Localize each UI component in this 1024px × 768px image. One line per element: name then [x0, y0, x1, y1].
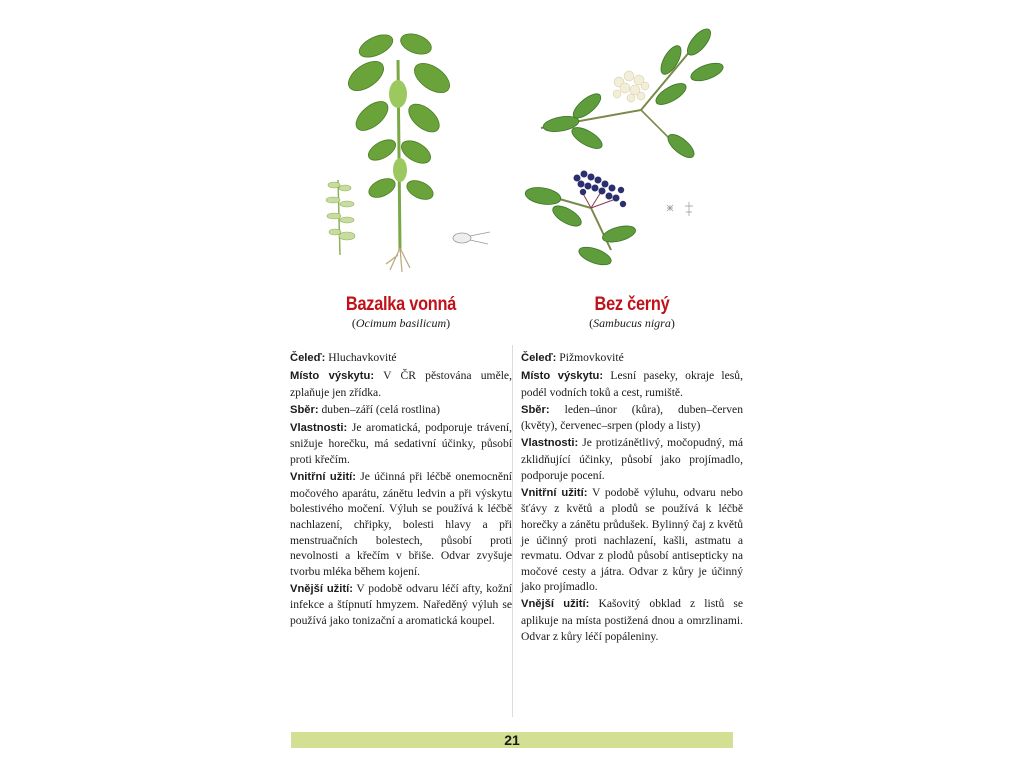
- plant-title: Bez černý: [594, 294, 670, 315]
- text-internal-use: Je účinná při léčbě onemocnění močového aparátu, zánětu ledvin a při výskytu bolestivého močení. Výluh se používá k léčbě nachlazení, chřipky, bolesti hlavy a při menstruačních bolestech, působí proti nevolnosti a křečím v břiše. Odvar zvyšuje tvorbu mléka během kojení.: [290, 470, 512, 578]
- plant-title: Bazalka vonná: [345, 294, 457, 315]
- label-harvest: Sběr:: [290, 403, 319, 416]
- label-external-use: Vnější užití:: [290, 582, 353, 595]
- paragraph-harvest: [521, 402, 743, 434]
- label-properties: Vlastnosti:: [521, 437, 579, 450]
- paragraph-internal-use: [290, 469, 512, 579]
- text-external-use: Kašovitý obklad z listů se aplikuje na místa postižená dnou a omrzlinami. Odvar z kůry léčí popáleniny.: [521, 597, 743, 643]
- label-family: Čeleď:: [521, 352, 557, 364]
- text-family: Pižmovkovité: [556, 351, 624, 364]
- paragraph-external-use: [290, 581, 512, 629]
- latin-name-text: Sambucus nigra: [593, 316, 671, 330]
- label-internal-use: Vnitřní užití:: [521, 486, 588, 499]
- basil-illustration-svg: [290, 20, 512, 280]
- paragraph-habitat: [521, 368, 743, 400]
- plant-latin-name: (Sambucus nigra): [589, 316, 675, 330]
- plant-description: [521, 350, 743, 644]
- paragraph-properties: [290, 420, 512, 468]
- elder-illustration-svg: [521, 20, 743, 280]
- page-number: 21: [504, 732, 520, 748]
- text-properties: Je protizánětlivý, močopudný, má zklidňující účinky, působí jako projímadlo, podporuje pocení.: [521, 436, 743, 482]
- label-family: Čeleď:: [290, 352, 326, 364]
- text-internal-use: V podobě výluhu, odvaru nebo šťávy z květů a plodů se používá k léčbě horečky a zánětu průdušek. Bylinný čaj z květů je účinný proti nachlazení, kašli, astmatu a revmatu. Odvar z plodů působí antisepticky na močové cesty a játra. Odvar z kůry je účinný jako projímadlo.: [521, 485, 743, 594]
- paragraph-family: [290, 350, 512, 367]
- text-habitat: V ČR pěstována uměle, zplaňuje jen zřídka.: [290, 369, 512, 399]
- paragraph-habitat: [290, 368, 512, 400]
- text-harvest: leden–únor (kůra), duben–červen (květy), červenec–srpen (plody a listy): [521, 402, 743, 433]
- label-external-use: Vnější užití:: [521, 598, 590, 611]
- paragraph-harvest: [290, 402, 512, 419]
- entry-basil: [290, 20, 512, 630]
- label-properties: Vlastnosti:: [290, 421, 348, 434]
- latin-name-text: Ocimum basilicum: [355, 316, 447, 330]
- paragraph-external-use: [521, 596, 743, 644]
- paragraph-internal-use: [521, 485, 743, 595]
- column-divider: [512, 345, 513, 717]
- label-internal-use: Vnitřní užití:: [290, 471, 357, 484]
- label-habitat: Místo výskytu:: [290, 370, 375, 383]
- text-habitat: Lesní paseky, okraje lesů, podél vodních toků a cest, rumiště.: [521, 369, 743, 399]
- entry-elder: [521, 20, 743, 646]
- page-number-band: [291, 732, 733, 748]
- text-family: Hluchavkovité: [325, 351, 397, 364]
- elderberry-branch-illustration: [521, 20, 743, 280]
- paragraph-family: [521, 350, 743, 367]
- text-properties: Je aromatická, podporuje trávení, snižuje horečku, má sedativní účinky, působí proti křečím.: [290, 420, 512, 467]
- label-habitat: Místo výskytu:: [521, 370, 604, 383]
- basil-plant-illustration: [290, 20, 512, 280]
- text-harvest: duben–září (celá rostlina): [318, 402, 440, 416]
- plant-description: [290, 350, 512, 629]
- paragraph-properties: [521, 435, 743, 483]
- label-harvest: Sběr:: [521, 403, 550, 416]
- plant-latin-name: (Ocimum basilicum): [351, 316, 451, 330]
- text-external-use: V podobě odvaru léčí afty, kožní infekce a štípnutí hmyzem. Naředěný výluh se používá jako tonizační a aromatická koupel.: [290, 581, 512, 627]
